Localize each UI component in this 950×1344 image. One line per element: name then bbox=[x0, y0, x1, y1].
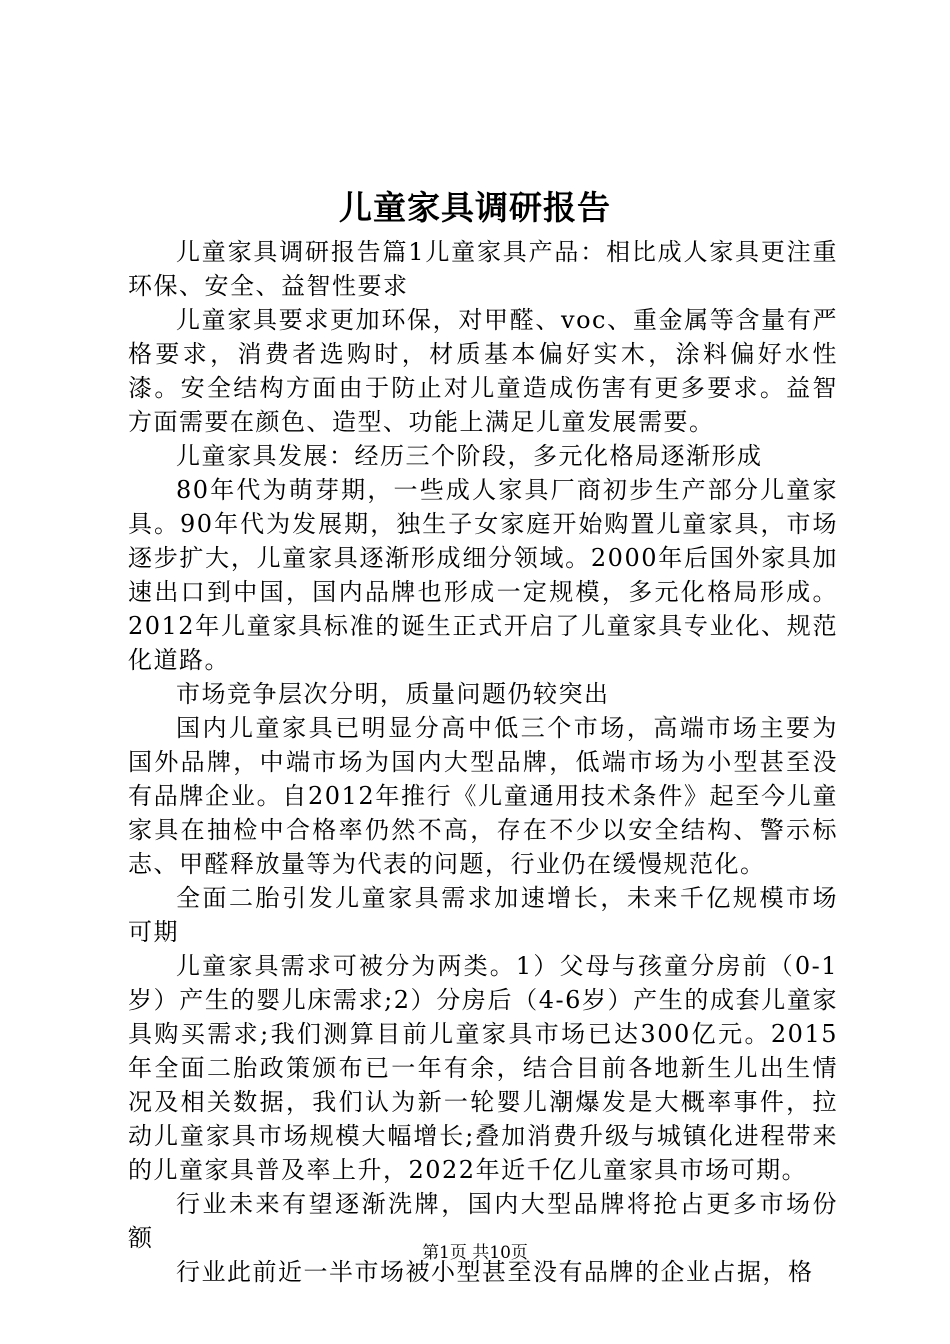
section-heading: 市场竞争层次分明，质量问题仍较突出 bbox=[176, 680, 610, 708]
document-title: 儿童家具调研报告 bbox=[339, 188, 611, 227]
paragraph: 儿童家具需求可被分为两类。1）父母与孩童分房前（0-1岁）产生的婴儿床需求;2）分房后（4-6岁）产生的成套儿童家具购买需求;我们测算目前儿童家具市场已达300亿元。2015年全面二胎政策颁布已一年有余，结合目前各地新生儿出生情况及相关数据，我们认为新一轮婴儿潮爆发是大概率事件，拉动儿童家具市场规模大幅增长;叠加消费升级与城镇化进程带来的儿童家具普及率上升，2022年近千亿儿童家具市场可期。 bbox=[128, 952, 838, 1184]
section-heading: 儿童家具发展：经历三个阶段，多元化格局逐渐形成 bbox=[176, 442, 763, 470]
document-body bbox=[128, 235, 838, 1289]
paragraph: 儿童家具要求更加环保，对甲醛、voc、重金属等含量有严格要求，消费者选购时，材质基本偏好实木，涂料偏好水性漆。安全结构方面由于防止对儿童造成伤害有更多要求。益智方面需要在颜色、造型、功能上满足儿童发展需要。 bbox=[128, 306, 838, 436]
section-heading: 行业未来有望逐渐洗牌，国内大型品牌将抢占更多市场份额 bbox=[128, 1190, 838, 1252]
paragraph: 80年代为萌芽期，一些成人家具厂商初步生产部分儿童家具。90年代为发展期，独生子女家庭开始购置儿童家具，市场逐步扩大，儿童家具逐渐形成细分领域。2000年后国外家具加速出口到中国，国内品牌也形成一定规模，多元化格局形成。2012年儿童家具标准的诞生正式开启了儿童家具专业化、规范化道路。 bbox=[128, 476, 838, 674]
paragraph: 国内儿童家具已明显分高中低三个市场，高端市场主要为国外品牌，中端市场为国内大型品牌，低端市场为小型甚至没有品牌企业。自2012年推行《儿童通用技术条件》起至今儿童家具在抽检中合格率仍然不高，存在不少以安全结构、警示标志、甲醛释放量等为代表的问题，行业仍在缓慢规范化。 bbox=[128, 714, 838, 878]
section-heading: 全面二胎引发儿童家具需求加速增长，未来千亿规模市场可期 bbox=[128, 884, 838, 946]
paragraph: 行业此前近一半市场被小型甚至没有品牌的企业占据，格 bbox=[176, 1258, 814, 1286]
paragraph: 儿童家具调研报告篇1儿童家具产品：相比成人家具更注重环保、安全、益智性要求 bbox=[128, 238, 838, 300]
page-footer: 第1页 共10页 bbox=[422, 1243, 528, 1263]
